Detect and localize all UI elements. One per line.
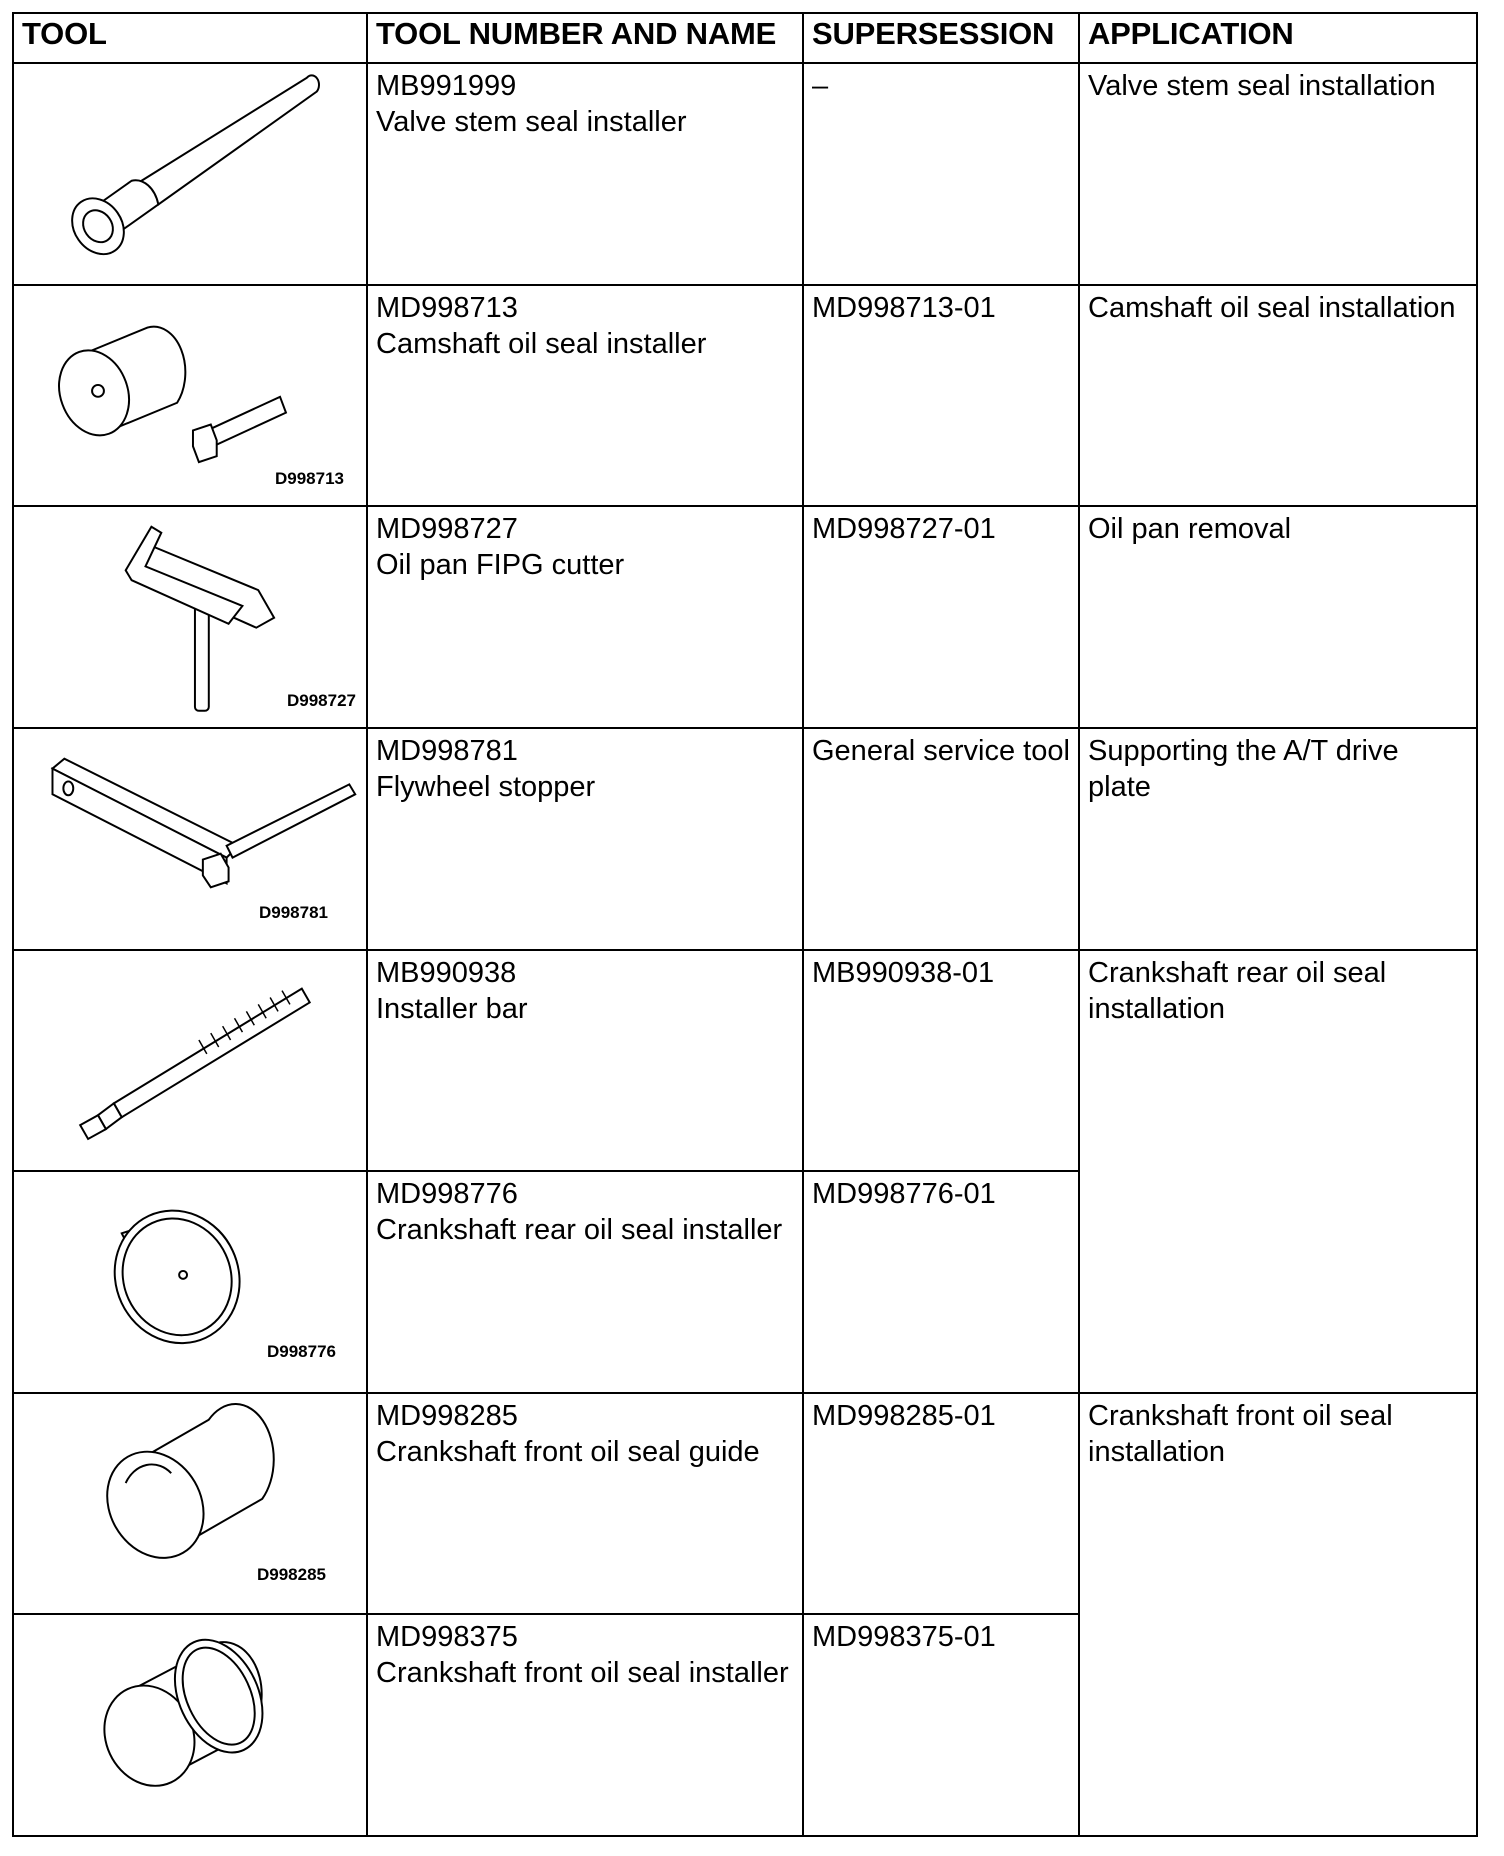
supersession-cell: MD998713-01: [803, 285, 1079, 507]
tool-number-name-cell: [367, 285, 803, 507]
tool-image-code: D998713: [274, 469, 344, 489]
tool-number-name-cell: [367, 1393, 803, 1615]
table-row: [13, 950, 1477, 1172]
supersession-cell: MD998375-01: [803, 1614, 1079, 1836]
header-tool: TOOL: [13, 13, 367, 63]
tool-number-name-cell: [367, 950, 803, 1172]
tool-name: Crankshaft rear oil seal installer: [376, 1214, 783, 1247]
tool-image-cell: [13, 728, 367, 950]
application-cell: Crankshaft front oil seal installation: [1079, 1393, 1477, 1836]
tool-number: MD998713: [376, 291, 518, 324]
application-cell: Supporting the A/T drive plate: [1079, 728, 1477, 950]
tool-name: Camshaft oil seal installer: [376, 327, 707, 360]
application-cell: Camshaft oil seal installation: [1079, 285, 1477, 507]
tool-image-cell: [13, 950, 367, 1172]
tool-number: MD998781: [376, 734, 518, 767]
header-tool-number-and-name: TOOL NUMBER AND NAME: [367, 13, 803, 63]
special-tools-table: [12, 12, 1478, 1837]
tool-number: MD998285: [376, 1399, 518, 1432]
table-row: [13, 1393, 1477, 1615]
application-cell: Valve stem seal installation: [1079, 63, 1477, 285]
tool-image-code: D998727: [286, 690, 356, 710]
tool-image-code: D998776: [266, 1341, 336, 1361]
supersession-cell: General service tool: [803, 728, 1079, 950]
supersession-cell: MD998285-01: [803, 1393, 1079, 1615]
crankshaft-front-oil-seal-installer-icon: [14, 1615, 366, 1835]
tool-number: MB990938: [376, 956, 517, 989]
header-supersession: SUPERSESSION: [803, 13, 1079, 63]
tool-image-cell: [13, 1614, 367, 1836]
tool-image-cell: [13, 1171, 367, 1393]
tool-image-cell: [13, 63, 367, 285]
tool-name: Crankshaft front oil seal installer: [376, 1657, 789, 1690]
supersession-cell: MD998776-01: [803, 1171, 1079, 1393]
table-row: [13, 728, 1477, 950]
tool-number: MB991999: [376, 70, 517, 102]
tool-name: Installer bar: [376, 992, 528, 1025]
supersession-cell: MD998727-01: [803, 506, 1079, 728]
tool-number: MD998776: [376, 1178, 518, 1211]
application-cell: Crankshaft rear oil seal installation: [1079, 950, 1477, 1393]
tool-image-cell: [13, 506, 367, 728]
tool-name: Oil pan FIPG cutter: [376, 549, 625, 582]
application-cell: Oil pan removal: [1079, 506, 1477, 728]
table-row: [13, 285, 1477, 507]
tool-image-cell: [13, 1393, 367, 1615]
tool-number-name-cell: [367, 1614, 803, 1836]
tool-name: Flywheel stopper: [376, 770, 596, 803]
supersession-cell: MB990938-01: [803, 950, 1079, 1172]
installer-bar-icon: [14, 951, 366, 1171]
valve-stem-seal-installer-icon: [14, 64, 366, 284]
tool-number: MD998375: [376, 1621, 518, 1654]
tool-number-name-cell: [367, 506, 803, 728]
tool-name: Crankshaft front oil seal guide: [376, 1435, 760, 1468]
header-row: [13, 13, 1477, 63]
tool-image-code: D998285: [256, 1565, 326, 1585]
tool-name: Valve stem seal installer: [376, 106, 687, 138]
tool-image-cell: [13, 285, 367, 507]
header-application: APPLICATION: [1079, 13, 1477, 63]
tool-image-code: D998781: [258, 902, 328, 922]
supersession-cell: –: [803, 63, 1079, 285]
table-row: [13, 63, 1477, 285]
tool-number-name-cell: [367, 1171, 803, 1393]
tool-number: MD998727: [376, 513, 518, 546]
table-row: [13, 506, 1477, 728]
tool-number-name-cell: [367, 728, 803, 950]
tool-number-name-cell: [367, 63, 803, 285]
